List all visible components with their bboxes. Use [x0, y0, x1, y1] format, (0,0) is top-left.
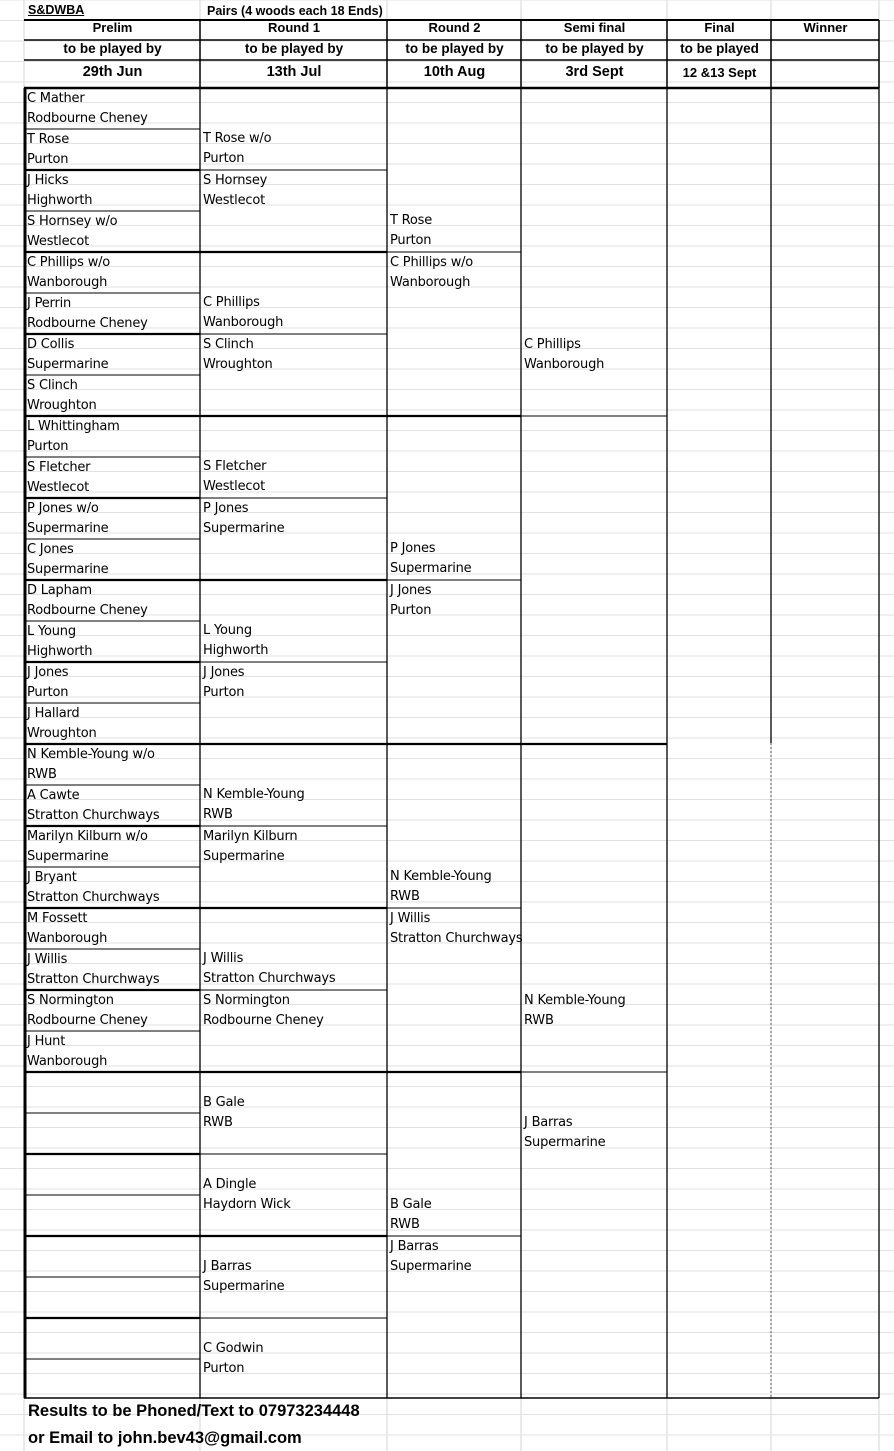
- prelim-club-name: Highworth: [27, 193, 93, 208]
- prelim-player-name: D Collis: [27, 337, 75, 352]
- round2-player-name: B Gale: [390, 1197, 432, 1212]
- round1-club-name: Supermarine: [203, 521, 285, 536]
- round1-player-name: J Barras: [203, 1259, 252, 1274]
- date-semi-final: 3rd Sept: [565, 64, 624, 80]
- round1-club-name: RWB: [203, 1115, 233, 1130]
- prelim-club-name: Highworth: [27, 644, 93, 659]
- prelim-club-name: Supermarine: [27, 357, 109, 372]
- prelim-club-name: Purton: [27, 152, 69, 167]
- prelim-player-name: L Whittingham: [27, 419, 120, 434]
- round1-player-name: P Jones: [203, 501, 249, 516]
- results-email-note: or Email to john.bev43@gmail.com: [28, 1429, 302, 1447]
- round1-club-name: Stratton Churchways: [203, 971, 336, 986]
- semi-final-club-name: RWB: [524, 1013, 554, 1028]
- round2-player-name: J Barras: [390, 1239, 439, 1254]
- round1-player-name: C Phillips: [203, 295, 260, 310]
- round1-club-name: Westlecot: [203, 479, 265, 494]
- round1-player-name: C Godwin: [203, 1341, 264, 1356]
- round1-club-name: RWB: [203, 807, 233, 822]
- prelim-club-name: RWB: [27, 767, 57, 782]
- round2-club-name: Stratton Churchways: [390, 931, 523, 946]
- round1-player-name: L Young: [203, 623, 252, 638]
- round1-player-name: S Clinch: [203, 337, 254, 352]
- prelim-club-name: Rodbourne Cheney: [27, 603, 148, 618]
- prelim-club-name: Supermarine: [27, 521, 109, 536]
- round2-player-name: N Kemble-Young: [390, 869, 492, 884]
- prelim-club-name: Supermarine: [27, 562, 109, 577]
- results-phone-note: Results to be Phoned/Text to 07973234448: [28, 1402, 360, 1420]
- prelim-club-name: Westlecot: [27, 234, 89, 249]
- played-by-round2: to be played by: [405, 41, 504, 56]
- prelim-club-name: Westlecot: [27, 480, 89, 495]
- prelim-club-name: Wanborough: [27, 931, 108, 946]
- date-prelim: 29th Jun: [82, 64, 143, 80]
- round1-player-name: T Rose w/o: [203, 131, 272, 146]
- round1-club-name: Westlecot: [203, 193, 265, 208]
- prelim-player-name: J Perrin: [27, 296, 72, 311]
- round2-club-name: Purton: [390, 233, 432, 248]
- prelim-player-name: P Jones w/o: [27, 501, 99, 516]
- prelim-player-name: J Bryant: [27, 870, 77, 885]
- played-by-final: to be played: [680, 41, 759, 56]
- round1-club-name: Wanborough: [203, 315, 284, 330]
- date-round2: 10th Aug: [423, 64, 486, 80]
- played-by-prelim: to be played by: [63, 41, 162, 56]
- header-semi-final: Semi final: [563, 20, 626, 35]
- prelim-club-name: Stratton Churchways: [27, 808, 160, 823]
- prelim-player-name: S Hornsey w/o: [27, 214, 118, 229]
- round1-player-name: S Hornsey: [203, 173, 268, 188]
- prelim-club-name: Supermarine: [27, 849, 109, 864]
- round1-player-name: A Dingle: [203, 1177, 257, 1192]
- prelim-club-name: Rodbourne Cheney: [27, 111, 148, 126]
- round1-player-name: J Jones: [203, 665, 245, 680]
- prelim-player-name: J Willis: [27, 952, 68, 967]
- header-final: Final: [704, 20, 735, 35]
- semi-final-club-name: Supermarine: [524, 1135, 606, 1150]
- round2-club-name: Supermarine: [390, 1259, 472, 1274]
- round1-club-name: Purton: [203, 1361, 245, 1376]
- event-title: Pairs (4 woods each 18 Ends): [207, 4, 383, 18]
- prelim-player-name: Marilyn Kilburn w/o: [27, 829, 148, 844]
- header-prelim: Prelim: [92, 20, 133, 35]
- round1-club-name: Supermarine: [203, 1279, 285, 1294]
- semi-final-club-name: Wanborough: [524, 357, 605, 372]
- round2-player-name: J Jones: [390, 583, 432, 598]
- prelim-player-name: T Rose: [27, 132, 70, 147]
- round1-club-name: Rodbourne Cheney: [203, 1013, 324, 1028]
- prelim-player-name: M Fossett: [27, 911, 88, 926]
- prelim-player-name: J Hicks: [27, 173, 69, 188]
- round2-club-name: RWB: [390, 889, 420, 904]
- round1-player-name: S Fletcher: [203, 459, 267, 474]
- round2-club-name: Purton: [390, 603, 432, 618]
- prelim-player-name: S Normington: [27, 993, 114, 1008]
- round1-club-name: Wroughton: [203, 357, 273, 372]
- header-round2: Round 2: [428, 20, 481, 35]
- prelim-player-name: C Jones: [27, 542, 74, 557]
- prelim-player-name: J Hallard: [27, 706, 80, 721]
- date-final: 12 &13 Sept: [682, 65, 757, 80]
- prelim-club-name: Wroughton: [27, 726, 97, 741]
- round2-club-name: Wanborough: [390, 275, 471, 290]
- date-round1: 13th Jul: [266, 64, 322, 80]
- prelim-player-name: L Young: [27, 624, 76, 639]
- prelim-club-name: Wroughton: [27, 398, 97, 413]
- round2-club-name: RWB: [390, 1217, 420, 1232]
- round2-player-name: T Rose: [390, 213, 433, 228]
- semi-final-player-name: J Barras: [524, 1115, 573, 1130]
- prelim-player-name: D Lapham: [27, 583, 92, 598]
- prelim-club-name: Stratton Churchways: [27, 972, 160, 987]
- played-by-semi-final: to be played by: [545, 41, 644, 56]
- semi-final-player-name: N Kemble-Young: [524, 993, 626, 1008]
- prelim-club-name: Stratton Churchways: [27, 890, 160, 905]
- round1-player-name: B Gale: [203, 1095, 245, 1110]
- prelim-player-name: J Hunt: [27, 1034, 66, 1049]
- semi-final-player-name: C Phillips: [524, 337, 581, 352]
- header-round1: Round 1: [268, 20, 320, 35]
- prelim-player-name: A Cawte: [27, 788, 80, 803]
- prelim-club-name: Rodbourne Cheney: [27, 1013, 148, 1028]
- round2-player-name: P Jones: [390, 541, 436, 556]
- prelim-club-name: Wanborough: [27, 275, 108, 290]
- round1-club-name: Haydorn Wick: [203, 1197, 291, 1212]
- round1-player-name: J Willis: [203, 951, 244, 966]
- round1-player-name: S Normington: [203, 993, 290, 1008]
- round1-player-name: Marilyn Kilburn: [203, 829, 298, 844]
- header-winner: Winner: [803, 20, 848, 35]
- prelim-club-name: Purton: [27, 685, 69, 700]
- prelim-player-name: J Jones: [27, 665, 69, 680]
- prelim-club-name: Wanborough: [27, 1054, 108, 1069]
- prelim-club-name: Purton: [27, 439, 69, 454]
- prelim-player-name: N Kemble-Young w/o: [27, 747, 155, 762]
- round2-player-name: J Willis: [390, 911, 431, 926]
- round1-club-name: Supermarine: [203, 849, 285, 864]
- round2-player-name: C Phillips w/o: [390, 255, 474, 270]
- organisation-title: S&DWBA: [28, 3, 85, 17]
- prelim-player-name: C Phillips w/o: [27, 255, 111, 270]
- round1-club-name: Purton: [203, 685, 245, 700]
- prelim-club-name: Rodbourne Cheney: [27, 316, 148, 331]
- round1-club-name: Purton: [203, 151, 245, 166]
- round1-player-name: N Kemble-Young: [203, 787, 305, 802]
- round1-club-name: Highworth: [203, 643, 269, 658]
- prelim-player-name: S Fletcher: [27, 460, 91, 475]
- prelim-player-name: S Clinch: [27, 378, 78, 393]
- played-by-round1: to be played by: [244, 41, 344, 56]
- round2-club-name: Supermarine: [390, 561, 472, 576]
- prelim-player-name: C Mather: [27, 91, 85, 106]
